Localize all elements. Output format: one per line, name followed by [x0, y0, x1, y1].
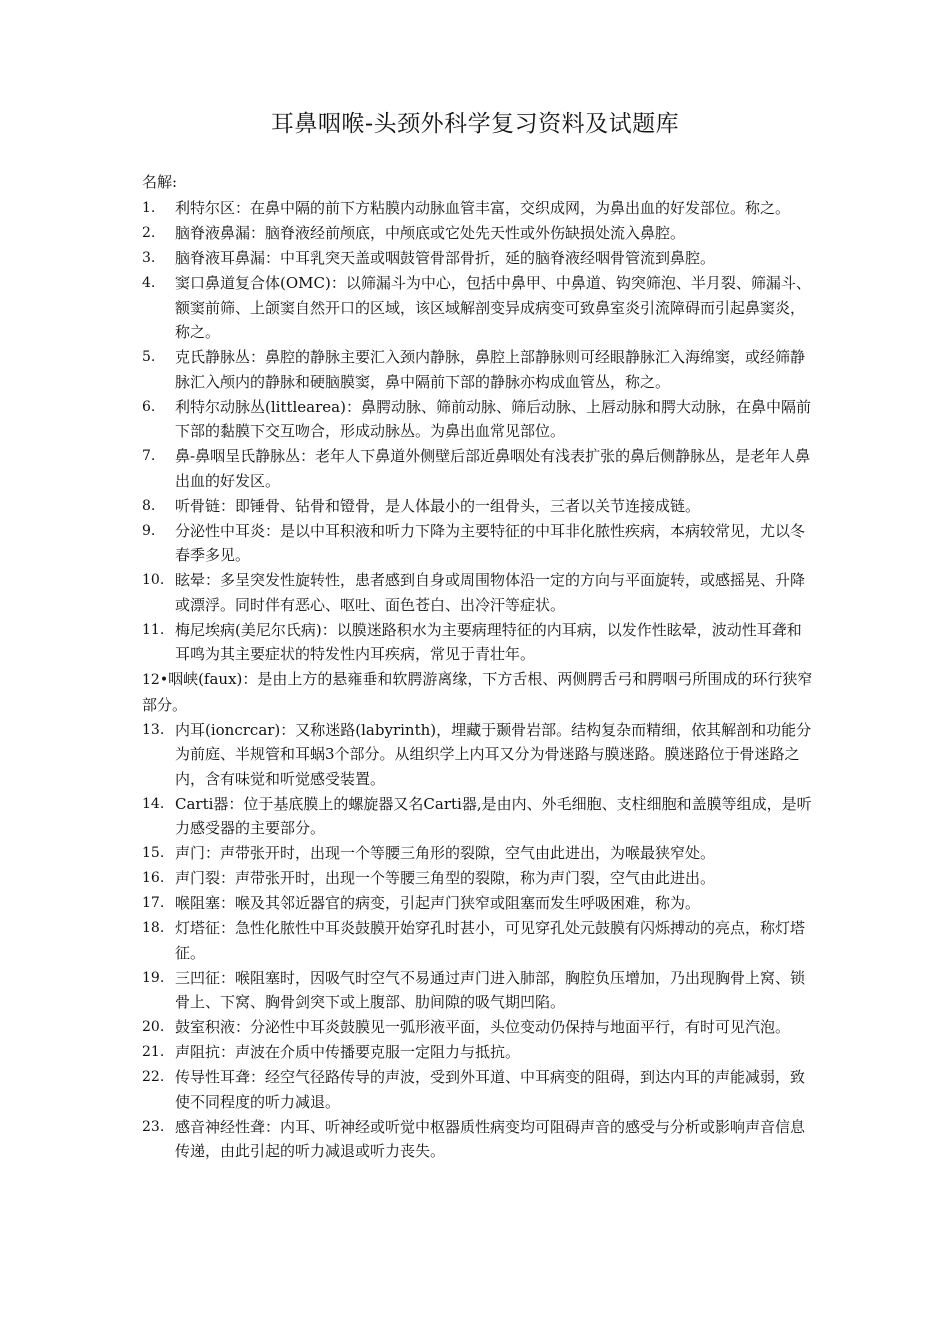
definition-item: [142, 494, 814, 519]
item-number: 10.: [142, 572, 165, 588]
item-text: 脑脊液耳鼻漏：中耳乳突天盖或咽鼓管骨部骨折，延的脑脊液经咽骨管流到鼻腔。: [175, 249, 716, 267]
item-text: 内耳(ioncrcar)：又称迷路(labyrinth)，埋藏于颞骨岩部。结构复杂而精细，依其解剖和功能分为前庭、半规管和耳蜗3个部分。从组织学上内耳又分为骨迷路与膜迷路。膜迷路位于骨迷路之内，含有味觉和听觉感受装置。: [175, 720, 812, 788]
definition-item: [142, 618, 814, 667]
item-text: 脑脊液鼻漏：脑脊液经前颅底，中颅底或它处先天性或外伤缺损处流入鼻腔。: [175, 224, 686, 242]
item-text: 听骨链：即锤骨、钻骨和镫骨，是人体最小的一组骨头，三者以关节连接成链。: [175, 496, 701, 515]
item-number: 6.: [142, 398, 156, 415]
item-number: 20.: [142, 1019, 165, 1035]
item-text: 声门裂：声带张开时，出现一个等腰三角型的裂隙，称为声门裂，空气由此进出。: [175, 869, 716, 887]
definition-item: [142, 966, 814, 1015]
definition-item: [142, 568, 814, 617]
item-number: 9.: [142, 522, 156, 539]
definition-item: [142, 1115, 814, 1164]
item-number: 12•: [142, 672, 169, 688]
definition-item: [142, 841, 814, 866]
item-text: 声门：声带张开时，出现一个等腰三角形的裂隙，空气由此进出，为喉最狭窄处。: [175, 844, 716, 862]
item-number: 7.: [142, 448, 156, 464]
definition-item: [142, 792, 814, 841]
definition-item: [142, 196, 814, 221]
item-number: 4.: [142, 275, 156, 291]
definition-item: [142, 444, 814, 493]
item-number: 17.: [142, 895, 165, 911]
item-text: 克氏静脉丛：鼻腔的静脉主要汇入颈内静脉，鼻腔上部静脉则可经眼静脉汇入海绵窦，或经筛静脉汇入颅内的静脉和硬脑膜窦，鼻中隔前下部的静脉亦构成血管丛，称之。: [175, 348, 806, 391]
item-number: 19.: [142, 969, 165, 986]
section-label: 名解:: [142, 173, 178, 191]
item-text: 利特尔区：在鼻中隔的前下方粘膜内动脉血管丰富，交织成网，为鼻出血的好发部位。称之。: [175, 199, 791, 217]
item-text: 分泌性中耳炎：是以中耳积液和听力下降为主要特征的中耳非化脓性疾病，本病较常见，尤以冬春季多见。: [175, 521, 806, 564]
item-number: 22.: [142, 1069, 165, 1085]
definition-item: [142, 891, 814, 916]
item-text: 三凹征：喉阻塞时，因吸气时空气不易通过声门进入肺部，胸腔负压增加，乃出现胸骨上窝、锁骨上、下窝、胸骨剑突下或上腹部、肋间隙的吸气期凹陷。: [175, 968, 806, 1011]
item-text: 传导性耳聋：经空气径路传导的声波，受到外耳道、中耳病变的阻碍，到达内耳的声能减弱，致使不同程度的听力减退。: [175, 1068, 806, 1111]
item-number: 14.: [142, 795, 165, 812]
item-number: 16.: [142, 870, 165, 886]
item-number: 5.: [142, 349, 156, 365]
item-number: 13.: [142, 721, 165, 738]
item-text: 灯塔征：急性化脓性中耳炎鼓膜开始穿孔时甚小，可见穿孔处元鼓膜有闪烁搏动的亮点，称灯塔征。: [175, 919, 806, 962]
item-text: 鼓室积液：分泌性中耳炎鼓膜见一弧形液平面，头位变动仍保持与地面平行，有时可见汽泡。: [175, 1018, 791, 1036]
definition-item: [142, 866, 814, 891]
item-number: 23.: [142, 1118, 165, 1135]
item-number: 1.: [142, 200, 156, 216]
definition-list: [142, 196, 814, 1164]
definition-item: [142, 916, 814, 965]
item-text: 鼻-鼻咽呈氏静脉丛：老年人下鼻道外侧壁后部近鼻咽处有浅表扩张的鼻后侧静脉丛，是老年人鼻出血的好发区。: [175, 447, 811, 490]
definition-item: [142, 221, 814, 246]
item-number: 15.: [142, 845, 165, 861]
item-number: 11.: [142, 621, 165, 638]
definition-item: [142, 271, 814, 345]
definition-item: [142, 395, 814, 444]
item-text: 咽峡(faux)：是由上方的悬雍垂和软腭游离缘，下方舌根、两侧腭舌弓和腭咽弓所围成的环行狭窄部分。: [142, 670, 813, 714]
item-text: Carti器：位于基底膜上的螺旋器又名Carti器,是由内、外毛细胞、支柱细胞和盖膜等组成，是听力感受器的主要部分。: [175, 794, 812, 837]
item-text: 窦口鼻道复合体(OMC)：以筛漏斗为中心，包括中鼻甲、中鼻道、钩突筛泡、半月裂、筛漏斗、额窦前筛、上颌窦自然开口的区域，该区域解剖变异成病变可致鼻室炎引流障碍而引起鼻窦炎，称之。: [175, 274, 811, 341]
item-number: 21.: [142, 1044, 165, 1060]
item-text: 梅尼埃病(美尼尔氏病)：以膜迷路积水为主要病理特征的内耳病，以发作性眩晕，波动性耳聋和耳鸣为其主要症状的特发性内耳疾病，常见于青壮年。: [175, 620, 802, 663]
definition-item: [142, 1015, 814, 1040]
item-text: 感音神经性聋：内耳、听神经或听觉中枢器质性病变均可阻碍声音的感受与分析或影响声音信息传递，由此引起的听力减退或听力丧失。: [175, 1117, 806, 1160]
definition-item: [142, 345, 814, 394]
item-text: 声阻抗：声波在介质中传播要克服一定阻力与抵抗。: [175, 1043, 521, 1061]
definition-item: [142, 1040, 814, 1065]
item-text: 喉阻塞：喉及其邻近器官的病变，引起声门狭窄或阻塞而发生呼吸困难，称为。: [175, 894, 701, 912]
item-number: 18.: [142, 920, 165, 936]
item-text: 利特尔动脉丛(littlearea)：鼻腭动脉、筛前动脉、筛后动脉、上唇动脉和腭大动脉，在鼻中隔前下部的黏膜下交互吻合，形成动脉丛。为鼻出血常见部位。: [175, 397, 811, 440]
item-number: 3.: [142, 250, 156, 266]
definition-item: [142, 667, 814, 717]
definition-item: [142, 718, 814, 792]
definition-item: [142, 1065, 814, 1114]
definition-item: [142, 246, 814, 271]
document-title: 耳鼻咽喉-头颈外科学复习资料及试题库: [270, 111, 680, 137]
definition-item: [142, 519, 814, 568]
item-number: 2.: [142, 225, 156, 241]
item-number: 8.: [142, 497, 156, 514]
item-text: 眩晕：多呈突发性旋转性，患者感到自身或周围物体沿一定的方向与平面旋转，或感摇晃、升降或漂浮。同时伴有恶心、呕吐、面色苍白、出冷汗等症状。: [175, 571, 806, 614]
